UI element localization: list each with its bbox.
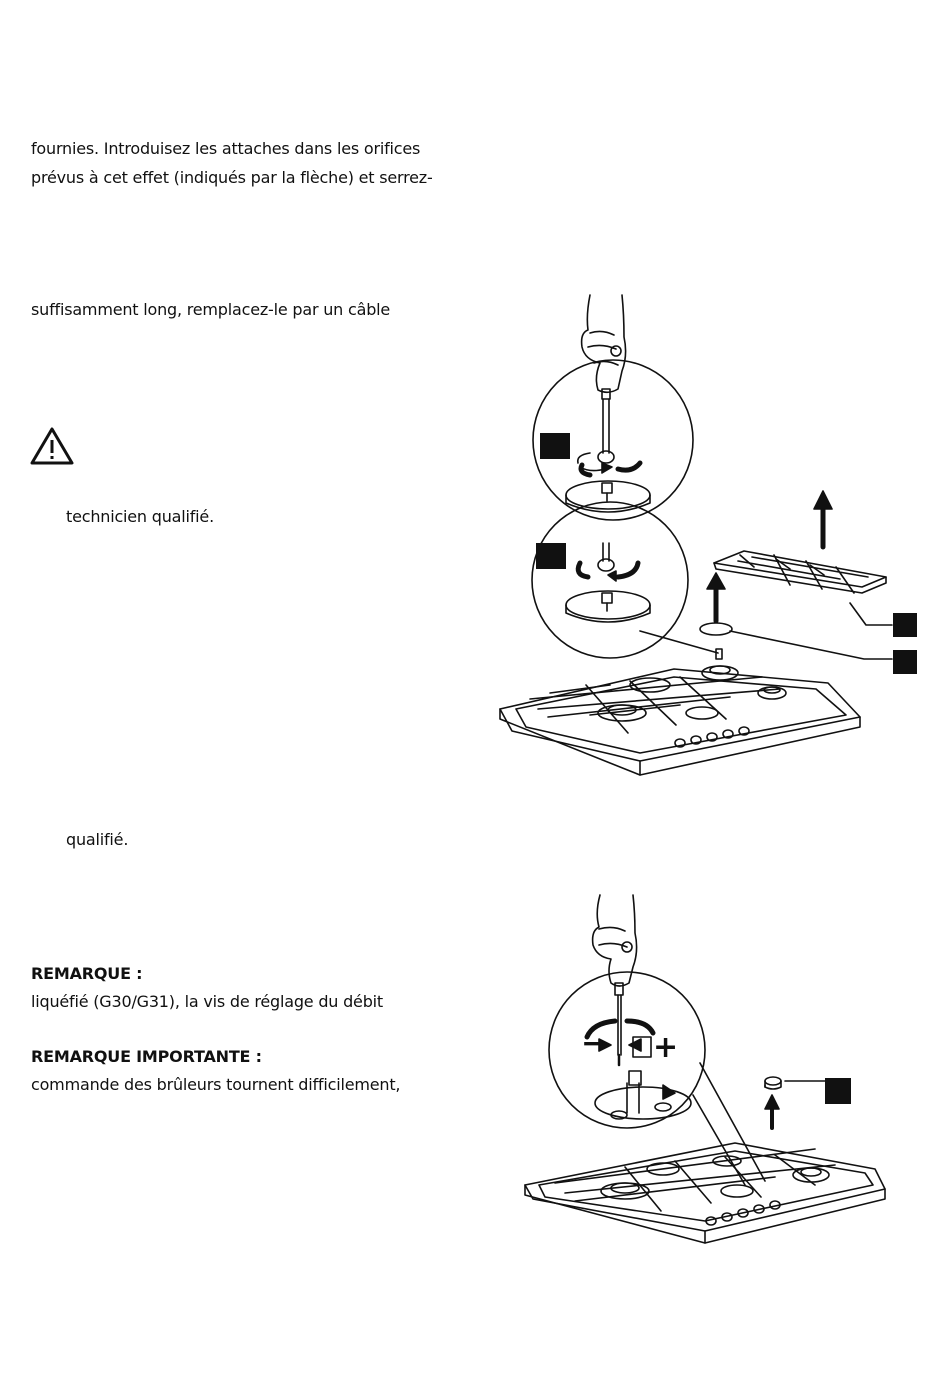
text-line-prevus: prévus à cet effet (indiqués par la flèche) et serrez-	[31, 168, 433, 187]
text-line-fournies: fournies. Introduisez les attaches dans les orifices	[31, 139, 421, 158]
warning-triangle-icon	[29, 426, 75, 466]
hob-grid-removal-illustration	[490, 285, 930, 780]
gas-flow-adjustment-illustration	[515, 885, 900, 1255]
remark-heading: REMARQUE :	[31, 964, 143, 983]
important-remark-text: commande des brûleurs tournent difficilement,	[31, 1075, 401, 1094]
important-remark-heading: REMARQUE IMPORTANTE :	[31, 1047, 262, 1066]
minus-sign: −	[581, 1026, 607, 1061]
text-line-technicien: technicien qualifié.	[66, 507, 214, 526]
text-line-suffisamment: suffisamment long, remplacez-le par un câble	[31, 300, 391, 319]
remark-text: liquéfié (G30/G31), la vis de réglage du débit	[31, 992, 383, 1011]
text-line-qualifie: qualifié.	[66, 830, 129, 849]
plus-sign: +	[653, 1030, 679, 1065]
